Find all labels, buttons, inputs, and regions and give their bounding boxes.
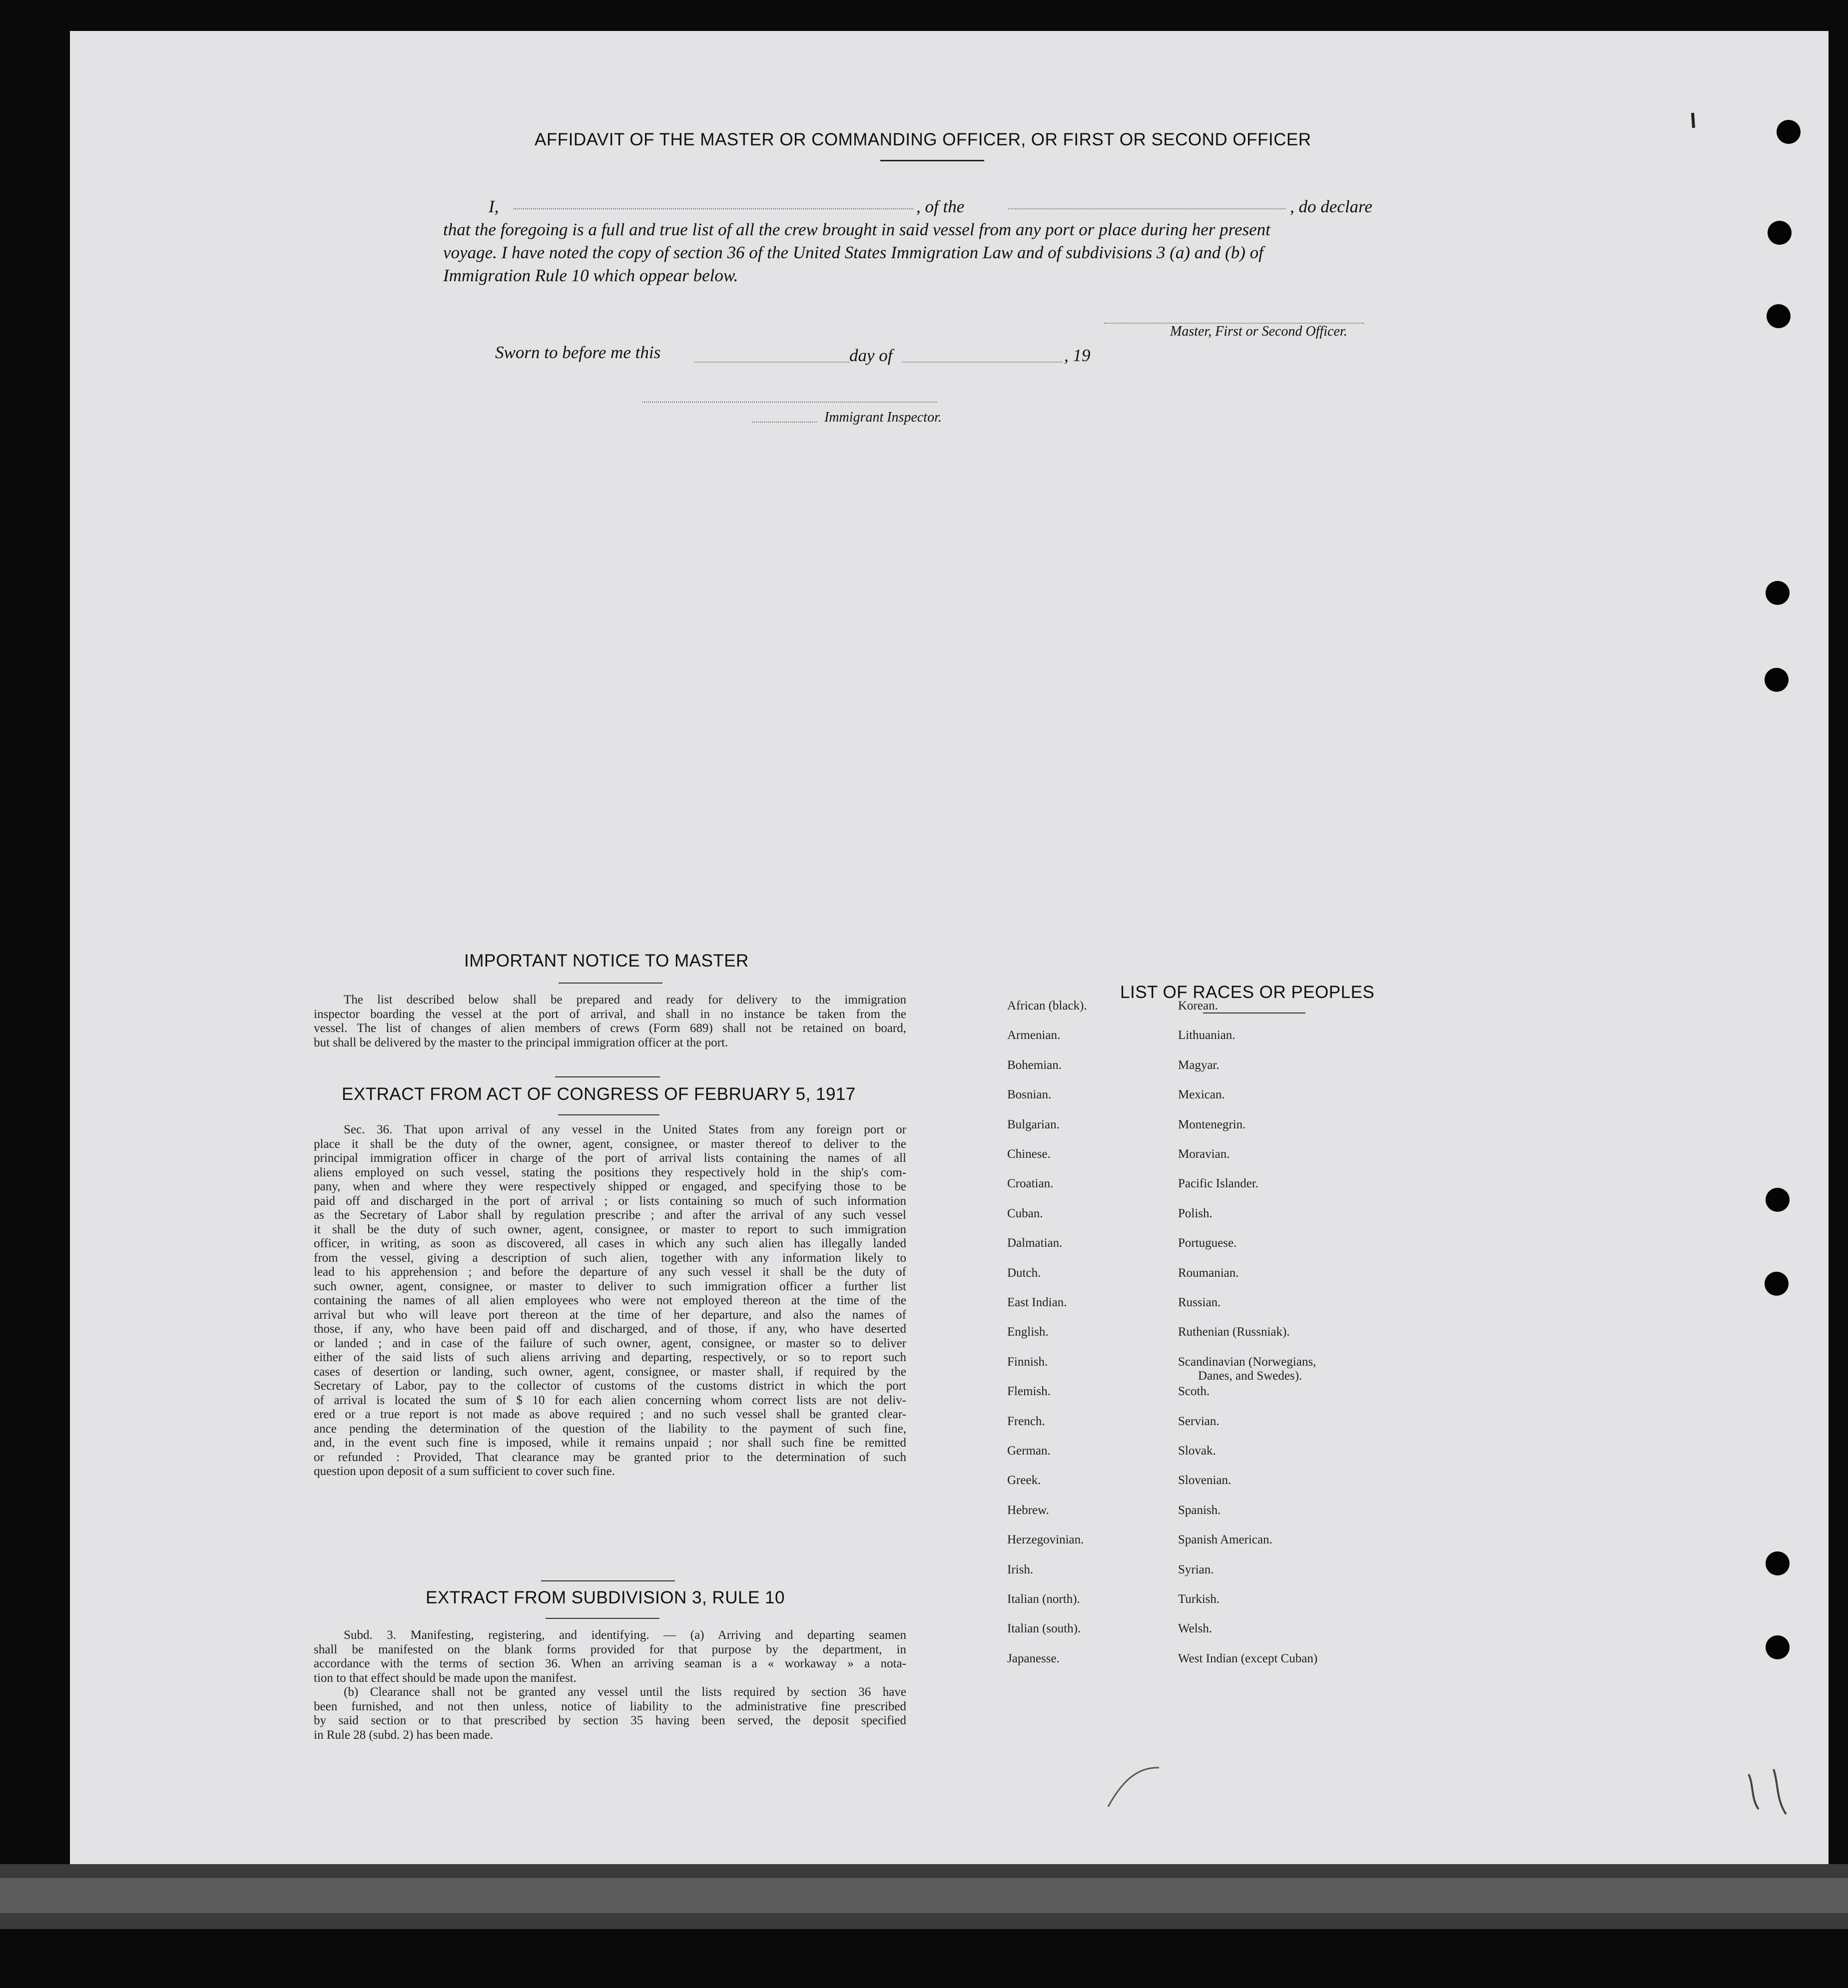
race-item: Polish.: [1178, 1206, 1213, 1220]
act-line: from the vessel, giving a description of such alien, together with any information likely to: [314, 1251, 906, 1265]
act-line: lead to his apprehension ; and before the departure of any such vessel it shall be the duty of: [314, 1265, 906, 1279]
binder-hole: [1766, 581, 1790, 605]
race-item: Dalmatian.: [1007, 1236, 1063, 1250]
binder-hole: [1766, 1635, 1790, 1659]
inspector-signature-line: [642, 402, 937, 403]
race-item: English.: [1007, 1325, 1049, 1339]
race-item: Welsh.: [1178, 1622, 1213, 1636]
rule-line: accordance with the terms of section 36. When an arriving seaman is a « workaway » a nota-: [314, 1657, 906, 1670]
vessel-blank: [1008, 208, 1285, 209]
race-item: Japanesse.: [1007, 1651, 1060, 1665]
inspector-label: Immigrant Inspector.: [824, 410, 942, 425]
act-line: or landed ; and in case of the failure of such owner, agent, consignee, or master so to deliver: [314, 1336, 906, 1350]
notice-line: inspector boarding the vessel at the port of arrival, and shall in no instance be taken from the: [314, 1007, 906, 1021]
year-label: , 19: [1064, 346, 1091, 365]
race-item: Greek.: [1007, 1474, 1041, 1488]
act-line: cases of desertion or landing, such owner, agent, consignee, or master shall, if required by the: [314, 1365, 906, 1379]
race-item: Bulgarian.: [1007, 1117, 1060, 1131]
race-item: Bohemian.: [1007, 1058, 1062, 1072]
act-line: or refunded : Provided, That clearance may be granted prior to the determination of such: [314, 1450, 906, 1464]
race-item: Turkish.: [1178, 1592, 1220, 1606]
race-item: Slovenian.: [1178, 1474, 1232, 1488]
notice-line: vessel. The list of changes of alien members of crews (Form 689) shall not be retained on board,: [314, 1021, 906, 1035]
race-item: Ruthenian (Russniak).: [1178, 1325, 1290, 1339]
race-item: German.: [1007, 1444, 1051, 1458]
name-blank: [514, 208, 913, 209]
race-item: Montenegrin.: [1178, 1117, 1246, 1131]
act-line: place it shall be the duty of the owner, agent, consignee, or master thereof to deliver to the: [314, 1137, 906, 1151]
notice-title-underline: [559, 983, 662, 984]
race-item: Flemish.: [1007, 1385, 1051, 1399]
rule-line: (b) Clearance shall not be granted any vessel until the lists required by section 36 have: [344, 1685, 906, 1699]
document-page: [70, 31, 1829, 1864]
race-item: Irish.: [1007, 1562, 1034, 1576]
race-item: African (black).: [1007, 999, 1087, 1012]
rule-title-underline: [546, 1618, 659, 1619]
rule-paragraph: [314, 1628, 906, 1742]
rule-line: been furnished, and not then unless, notice of liability to the administrative fine prescribed: [314, 1699, 906, 1713]
affidavit-do-declare: , do declare: [1290, 197, 1372, 216]
affidavit-of-the: , of the: [916, 197, 965, 216]
race-item: West Indian (except Cuban): [1178, 1651, 1318, 1665]
race-item: Lithuanian.: [1178, 1028, 1235, 1042]
race-item: Syrian.: [1178, 1562, 1214, 1576]
scan-bottom-band: [0, 1878, 1848, 1913]
affidavit-line: that the foregoing is a full and true list of all the crew brought in said vessel from any port or place during her present: [443, 220, 1270, 239]
act-line: such owner, agent, consignee, or master to deliver to such immigration officer a further list: [314, 1279, 906, 1293]
act-title-underline: [558, 1114, 659, 1115]
act-line: those, if any, who have been paid off and discharged, and of those, if any, who have deserted: [314, 1322, 906, 1336]
race-item: Hebrew.: [1007, 1503, 1049, 1517]
rule-line: shall be manifested on the blank forms provided for that purpose by the department, in: [314, 1642, 906, 1656]
act-line: it shall be the duty of such owner, agent, consignee, or master to report to such immigration: [314, 1222, 906, 1236]
notice-separator: [555, 1076, 660, 1077]
act-line: and, in the event such fine is imposed, while it remains unpaid ; nor shall such fine be remitted: [314, 1436, 906, 1450]
race-item: Portuguese.: [1178, 1236, 1237, 1250]
act-title: EXTRACT FROM ACT OF CONGRESS OF FEBRUARY 5, 1917: [342, 1084, 856, 1104]
binder-hole: [1766, 1551, 1790, 1575]
binder-hole: [1765, 1272, 1789, 1296]
notice-line: The list described below shall be prepared and ready for delivery to the immigration: [344, 993, 906, 1006]
act-line: either of the said lists of such aliens arriving and departing, respectively, or so to report such: [314, 1351, 906, 1364]
race-item: Slovak.: [1178, 1444, 1216, 1458]
binder-hole: [1765, 668, 1789, 692]
day-blank: [694, 362, 849, 363]
affidavit-i: I,: [489, 197, 499, 216]
act-separator: [541, 1580, 675, 1581]
race-item: East Indian.: [1007, 1296, 1067, 1309]
scan-mark: [1689, 111, 1699, 131]
race-item: Italian (north).: [1007, 1592, 1080, 1606]
affidavit-line: Immigration Rule 10 which oppear below.: [443, 266, 738, 285]
inspector-lead-dots: [752, 422, 817, 423]
race-item: Dutch.: [1007, 1266, 1041, 1280]
pencil-stroke-mark: [1104, 1757, 1164, 1812]
act-line: pany, when and where they were respectively shipped or engaged, and specifying those to be: [314, 1180, 906, 1193]
race-item: Korean.: [1178, 999, 1218, 1012]
race-item: Roumanian.: [1178, 1266, 1239, 1280]
act-line: ance pending the determination of the question of the liability to the payment of such fine,: [314, 1422, 906, 1436]
sworn-label: Sworn to before me this: [495, 343, 661, 362]
races-title-underline: [1203, 1012, 1305, 1013]
master-label: Master, First or Second Officer.: [1170, 324, 1347, 339]
race-item: Russian.: [1178, 1296, 1221, 1309]
race-item: Croatian.: [1007, 1177, 1054, 1191]
race-item: Mexican.: [1178, 1088, 1225, 1102]
rule-line: tion to that effect should be made upon the manifest.: [314, 1671, 577, 1685]
race-item: Chinese.: [1007, 1147, 1051, 1161]
handwritten-mark: [1739, 1764, 1799, 1824]
act-line: question upon deposit of a sum sufficient to cover such fine.: [314, 1465, 615, 1478]
month-blank: [902, 362, 1063, 363]
rule-line: Subd. 3. Manifesting, registering, and identifying. — (a) Arriving and departing seamen: [344, 1628, 906, 1642]
race-item: Spanish.: [1178, 1503, 1221, 1517]
rule-title: EXTRACT FROM SUBDIVISION 3, RULE 10: [426, 1588, 785, 1607]
race-item: Moravian.: [1178, 1147, 1230, 1161]
act-line: Sec. 36. That upon arrival of any vessel in the United States from any foreign port or: [344, 1123, 906, 1136]
race-item: Cuban.: [1007, 1206, 1043, 1220]
affidavit-title: AFFIDAVIT OF THE MASTER OR COMMANDING OFFICER, OR FIRST OR SECOND OFFICER: [535, 130, 1311, 149]
race-item: Italian (south).: [1007, 1622, 1081, 1636]
notice-paragraph: [314, 993, 906, 1050]
binder-hole: [1766, 1188, 1790, 1212]
act-line: arrival but who will leave port thereon at the time of her departure, and also the names of: [314, 1308, 906, 1322]
act-line: as the Secretary of Labor shall by regulation prescribe ; and after the arrival of any such vessel: [314, 1208, 906, 1222]
race-item: Scoth.: [1178, 1385, 1210, 1399]
act-line: officer, in writing, as soon as discovered, all cases in which any such alien has illegally landed: [314, 1237, 906, 1250]
race-item: Danes, and Swedes).: [1198, 1369, 1302, 1383]
race-item: French.: [1007, 1414, 1045, 1428]
race-item: Magyar.: [1178, 1058, 1220, 1072]
act-line: paid off and discharged in the port of arrival ; or lists containing so much of such information: [314, 1194, 906, 1208]
race-item: Armenian.: [1007, 1028, 1061, 1042]
race-item: Servian.: [1178, 1414, 1220, 1428]
affidavit-line: voyage. I have noted the copy of section 36 of the United States Immigration Law and of subdivisions 3 (a) and (b) of: [443, 243, 1263, 262]
act-line: aliens employed on such vessel, stating the positions they respectively hold in the ship's com-: [314, 1165, 906, 1179]
binder-hole: [1768, 221, 1792, 245]
notice-title: IMPORTANT NOTICE TO MASTER: [464, 951, 749, 971]
day-of-label: day of: [849, 346, 893, 365]
act-line: Secretary of Labor, pay to the collector of customs of the customs district in which the port: [314, 1379, 906, 1393]
binder-hole: [1777, 120, 1801, 144]
race-item: Herzegovinian.: [1007, 1533, 1084, 1547]
act-line: principal immigration officer in charge of the port of arrival lists containing the names of all: [314, 1151, 906, 1165]
race-item: Scandinavian (Norwegians,: [1178, 1355, 1316, 1369]
act-line: ered or a true report is not made as above required ; and no such vessel shall be granted clear-: [314, 1408, 906, 1421]
binder-hole: [1767, 304, 1791, 328]
rule-line: in Rule 28 (subd. 2) has been made.: [314, 1728, 493, 1742]
title-underline: [880, 160, 984, 161]
races-title: LIST OF RACES OR PEOPLES: [1120, 983, 1375, 1002]
notice-line: but shall be delivered by the master to the principal immigration officer at the port.: [314, 1035, 728, 1049]
act-paragraph: [314, 1123, 906, 1479]
race-item: Finnish.: [1007, 1355, 1048, 1369]
act-line: of arrival is located the sum of $ 10 for each alien concerning whom correct lists are not deliv-: [314, 1393, 906, 1407]
race-item: Pacific Islander.: [1178, 1177, 1259, 1191]
act-line: containing the names of all alien employees who were not employed thereon at the time of the: [314, 1294, 906, 1307]
rule-line: by said section or to that prescribed by section 35 having been served, the deposit specified: [314, 1714, 906, 1727]
race-item: Bosnian.: [1007, 1088, 1052, 1102]
race-item: Spanish American.: [1178, 1533, 1272, 1547]
